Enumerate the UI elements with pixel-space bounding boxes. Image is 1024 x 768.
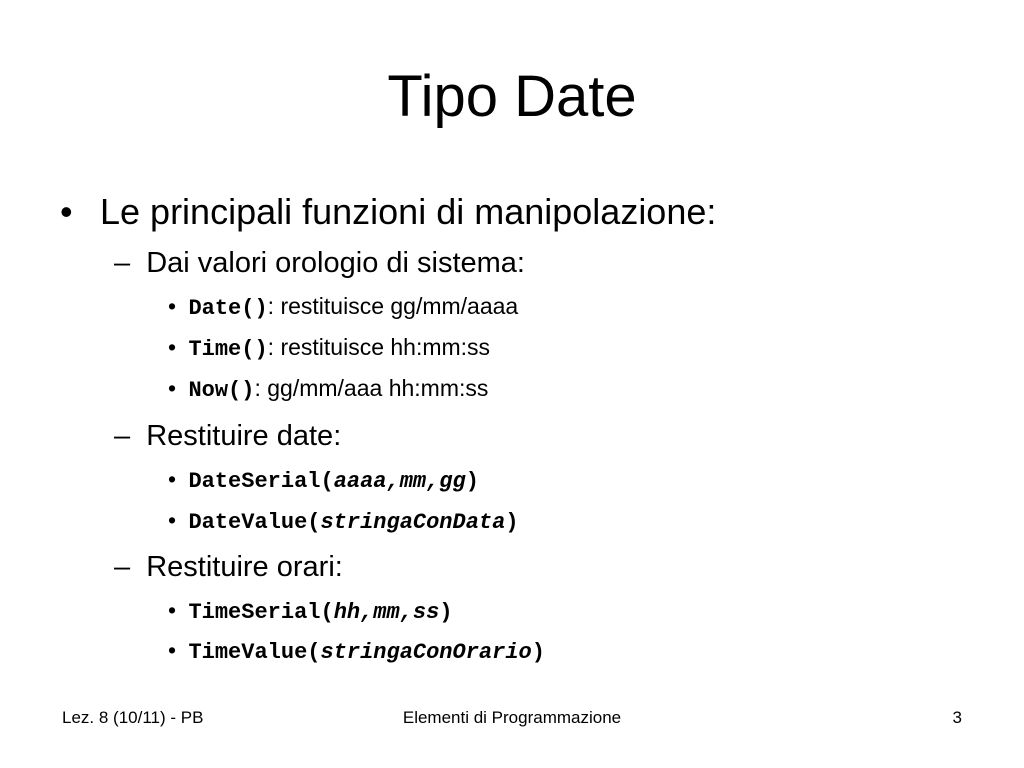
list-item <box>168 333 490 364</box>
subheading-dates <box>114 419 341 453</box>
function-args: hh,mm,ss <box>333 600 440 625</box>
list-item <box>168 465 479 496</box>
function-close-paren: ) <box>531 640 545 665</box>
list-item <box>168 596 453 627</box>
function-description: : gg/mm/aaa hh:mm:ss <box>254 375 489 401</box>
function-name: Date() <box>188 296 268 321</box>
function-name: TimeValue( <box>188 640 321 665</box>
subheading-system-clock <box>114 246 525 280</box>
bullet-icon: • <box>168 637 177 663</box>
function-name: Time() <box>188 337 268 362</box>
bullet-icon: • <box>168 466 177 492</box>
function-close-paren: ) <box>505 510 519 535</box>
function-name: Now() <box>188 378 255 403</box>
page-number: 3 <box>952 708 962 727</box>
function-close-paren: ) <box>439 600 453 625</box>
function-signature <box>188 640 544 665</box>
footer-center: Elementi di Programmazione <box>402 708 622 727</box>
bullet-icon: • <box>168 293 177 319</box>
subheading-text: Restituire orari: <box>146 551 343 583</box>
list-item <box>168 636 545 667</box>
dash-icon: – <box>114 551 131 583</box>
function-args: aaaa,mm,gg <box>333 469 466 494</box>
list-item <box>168 292 518 323</box>
function-name: DateValue( <box>188 510 321 535</box>
bullet-icon: • <box>168 507 177 533</box>
dash-icon: – <box>114 420 131 452</box>
list-item <box>168 374 488 405</box>
bullet-icon: • <box>168 375 177 401</box>
bullet-icon: • <box>168 597 177 623</box>
function-description: : restituisce hh:mm:ss <box>267 334 491 360</box>
subheading-times <box>114 550 343 584</box>
function-description: : restituisce gg/mm/aaaa <box>267 293 519 319</box>
slide-title: Tipo Date <box>387 64 637 129</box>
function-name: DateSerial( <box>188 469 334 494</box>
bullet-icon: • <box>60 191 73 232</box>
dash-icon: – <box>114 247 131 279</box>
footer-left: Lez. 8 (10/11) - PB <box>62 708 204 727</box>
subheading-text: Dai valori orologio di sistema: <box>146 247 525 279</box>
function-signature <box>188 469 478 494</box>
function-signature <box>188 510 518 535</box>
function-signature <box>188 600 452 625</box>
function-close-paren: ) <box>465 469 479 494</box>
level1-text: Le principali funzioni di manipolazione: <box>100 191 717 232</box>
list-item <box>168 506 519 537</box>
function-args: stringaConData <box>320 510 506 535</box>
bullet-icon: • <box>168 334 177 360</box>
function-args: stringaConOrario <box>320 640 532 665</box>
subheading-text: Restituire date: <box>146 420 342 452</box>
function-name: TimeSerial( <box>188 600 334 625</box>
